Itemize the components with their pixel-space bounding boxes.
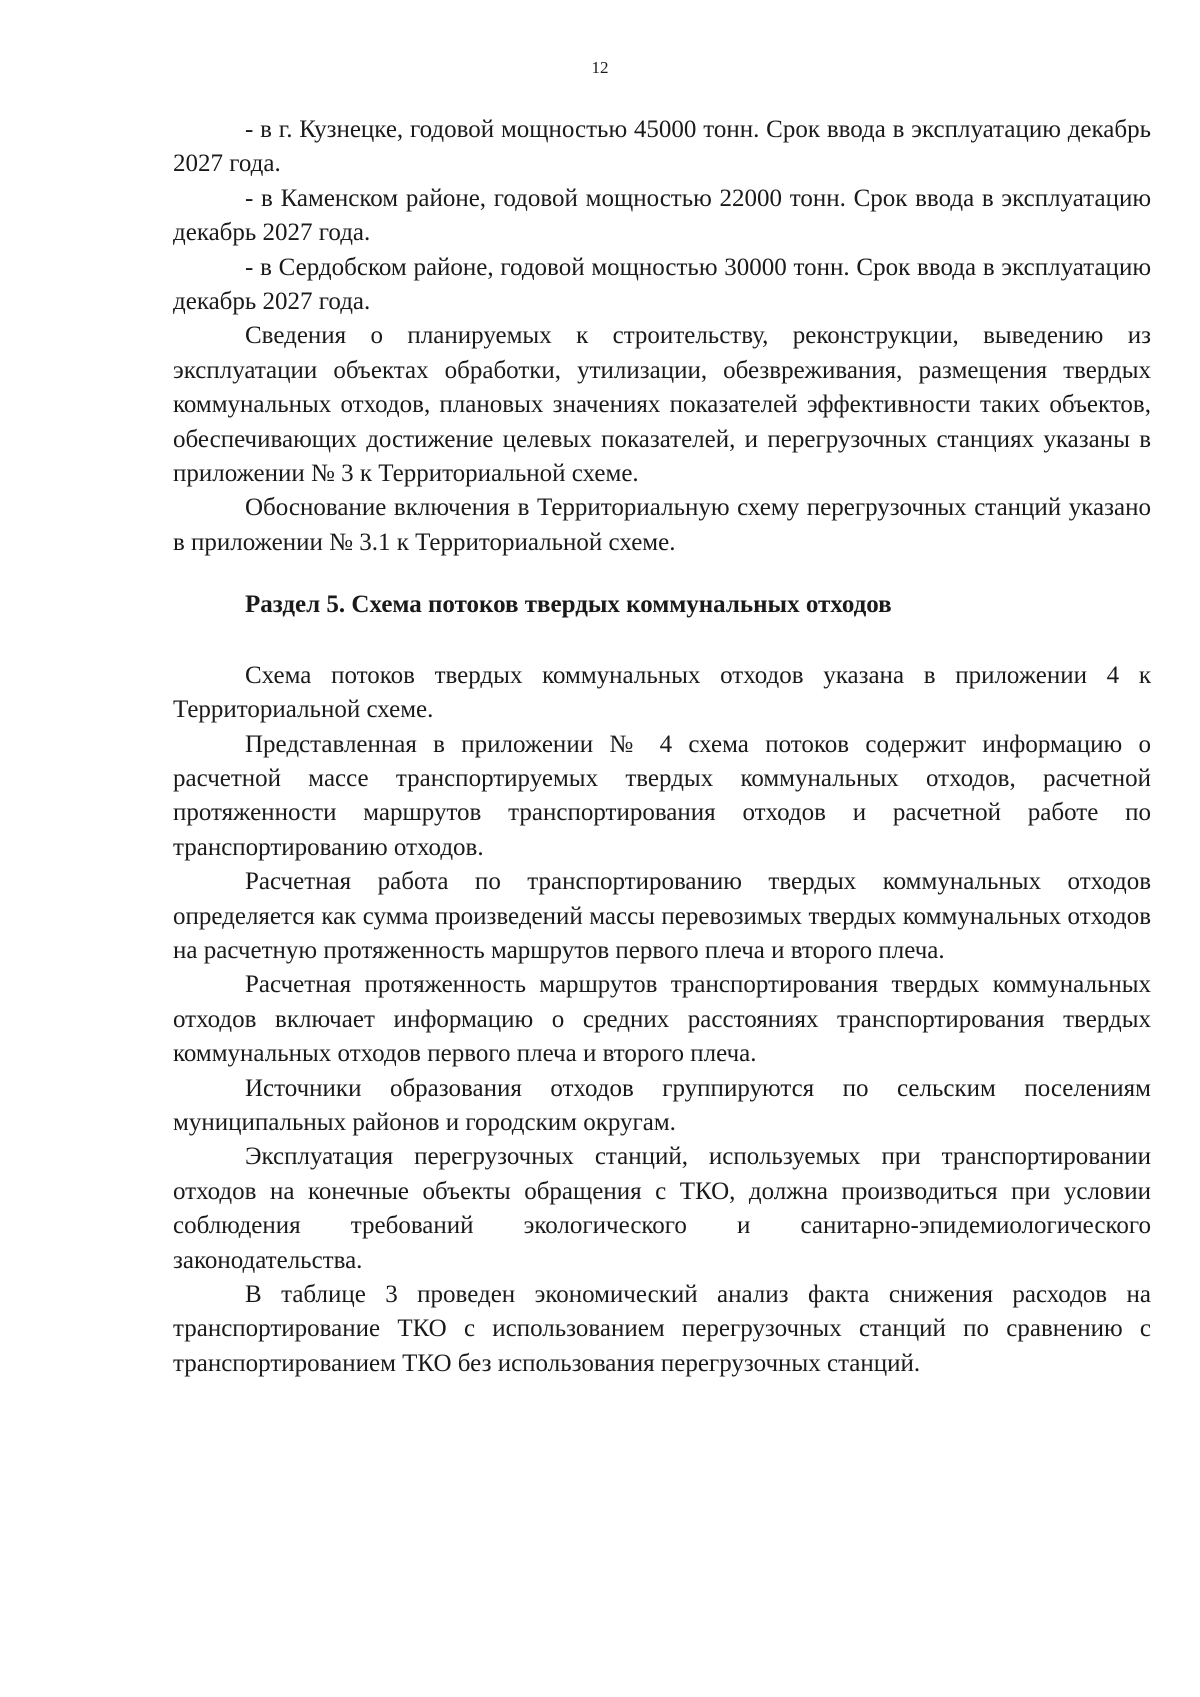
bullet-kuznetsk: - в г. Кузнецке, годовой мощностью 45000 тонн. Срок ввода в эксплуатацию декабрь 2027 года. xyxy=(173,116,1151,178)
paragraph-scheme-content: Представленная в приложении № 4 схема потоков содержит информацию о расчетной массе транспортируемых твердых коммунальных отходов, расчетной протяженности маршрутов транспортирования отходов и расчетной работе по транспортированию отходов. xyxy=(173,730,1151,861)
page-number: 12 xyxy=(591,58,609,77)
paragraph-economic-analysis: В таблице 3 проведен экономический анализ факта снижения расходов на транспортирование ТКО с использованием перегрузочных станций по сравнению с транспортированием ТКО без использования перегрузочных станций. xyxy=(173,1281,1151,1377)
section-heading: Раздел 5. Схема потоков твердых коммунальных отходов xyxy=(245,591,892,619)
paragraph-justification: Обоснование включения в Территориальную схему перегрузочных станций указано в приложении № 3.1 к Территориальной схеме. xyxy=(173,494,1151,556)
paragraph-route-length: Расчетная протяженность маршрутов транспортирования твердых коммунальных отходов включает информацию о средних расстояниях транспортирования твердых коммунальных отходов первого плеча и второго плеча. xyxy=(173,971,1151,1068)
paragraph-waste-sources: Источники образования отходов группируются по сельским поселениям муниципальных районов и городским округам. xyxy=(173,1074,1151,1136)
paragraph-planned-objects: Сведения о планируемых к строительству, реконструкции, выведению из эксплуатации объектах обработки, утилизации, обезвреживания, размещения твердых коммунальных отходов, плановых значениях показателей эффективности таких объектов, обеспечивающих достижение целевых показателей, и перегрузочных станциях указаны в приложении № 3 к Территориальной схеме. xyxy=(173,322,1151,488)
page-content xyxy=(173,113,1151,1381)
paragraph-station-operation: Эксплуатация перегрузочных станций, используемых при транспортировании отходов на конечные объекты обращения с ТКО, должна производиться при условии соблюдения требований экологического и санитарно-эпидемиологического законодательства. xyxy=(173,1143,1151,1274)
bullet-serdobsky: - в Сердобском районе, годовой мощностью 30000 тонн. Срок ввода в эксплуатацию декабрь 2027 года. xyxy=(173,253,1151,316)
bullet-kamensky: - в Каменском районе, годовой мощностью 22000 тонн. Срок ввода в эксплуатацию декабрь 2027 года. xyxy=(173,184,1151,247)
paragraph-transport-work: Расчетная работа по транспортированию твердых коммунальных отходов определяется как сумма произведений массы перевозимых твердых коммунальных отходов на расчетную протяженность маршрутов первого плеча и второго плеча. xyxy=(173,868,1151,964)
paragraph-flow-scheme: Схема потоков твердых коммунальных отходов указана в приложении 4 к Территориальной схеме. xyxy=(173,661,1151,724)
